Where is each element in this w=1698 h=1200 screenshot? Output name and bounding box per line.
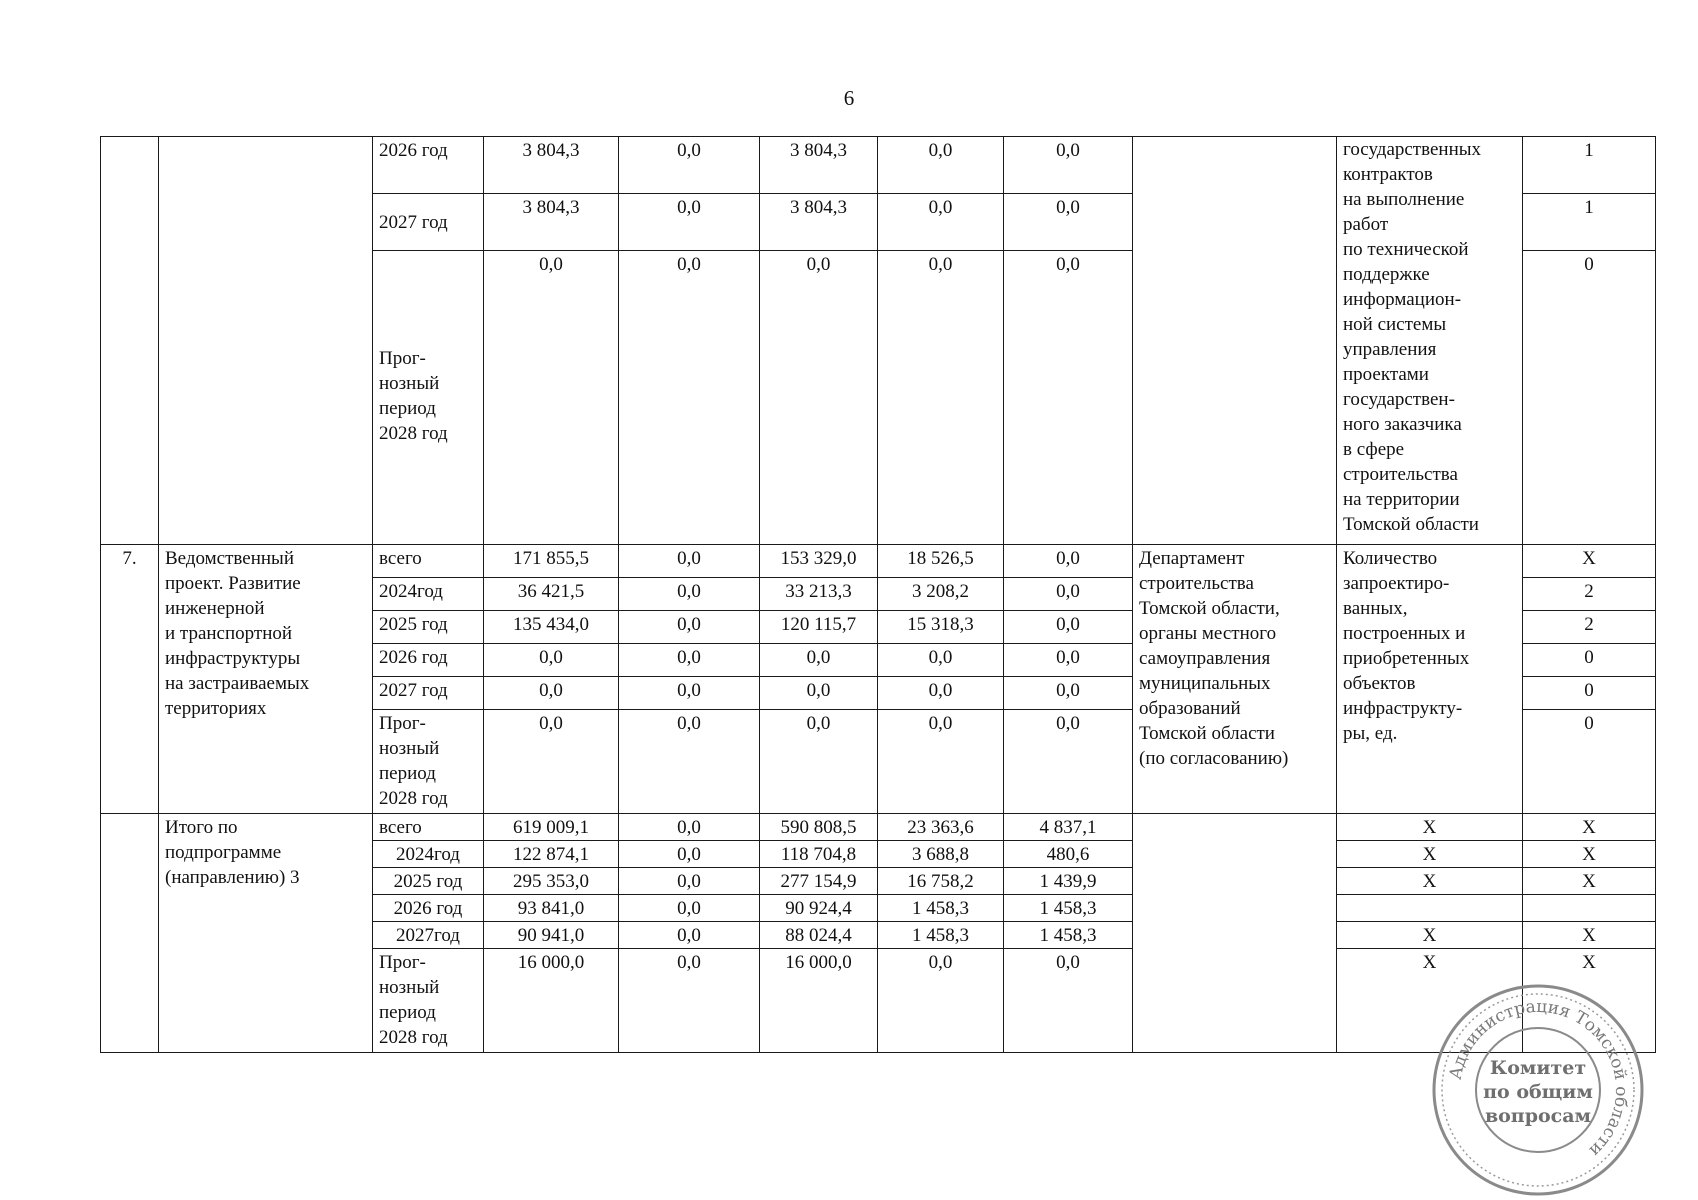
stamp-center-line: вопросам <box>1484 1105 1592 1127</box>
target-cell: 2 <box>1523 578 1656 611</box>
value-cell: 0,0 <box>878 251 1004 545</box>
value-cell: 93 841,0 <box>484 895 619 922</box>
indicator-cell: Х <box>1337 922 1523 949</box>
value-cell: 3 804,3 <box>484 194 619 251</box>
year-cell: 2024год <box>373 578 484 611</box>
value-cell: 16 758,2 <box>878 868 1004 895</box>
value-cell: 0,0 <box>619 644 760 677</box>
value-cell: 0,0 <box>1004 545 1133 578</box>
value-cell: 3 688,8 <box>878 841 1004 868</box>
value-cell: 1 439,9 <box>1004 868 1133 895</box>
value-cell: 0,0 <box>619 841 760 868</box>
year-cell: Прог- нозный период 2028 год <box>373 949 484 1053</box>
value-cell: 295 353,0 <box>484 868 619 895</box>
project-name-cell: Ведомственный проект. Развитие инженерной и транспортной инфраструктуры на застраиваемых территориях <box>159 545 373 814</box>
value-cell: 16 000,0 <box>484 949 619 1053</box>
value-cell: 0,0 <box>760 644 878 677</box>
table-body <box>101 137 1656 1053</box>
indicator-cell <box>1337 895 1523 922</box>
value-cell: 0,0 <box>1004 578 1133 611</box>
row-number-cell: 7. <box>101 545 159 814</box>
year-cell: 2025 год <box>373 611 484 644</box>
value-cell: 153 329,0 <box>760 545 878 578</box>
table-row <box>101 545 1656 578</box>
value-cell: 0,0 <box>619 677 760 710</box>
value-cell: 1 458,3 <box>878 895 1004 922</box>
value-cell: 0,0 <box>1004 710 1133 814</box>
value-cell: 0,0 <box>619 611 760 644</box>
value-cell: 0,0 <box>484 710 619 814</box>
value-cell: 0,0 <box>878 710 1004 814</box>
value-cell: 0,0 <box>619 578 760 611</box>
value-cell: 0,0 <box>760 710 878 814</box>
row-number-cell <box>101 814 159 1053</box>
executor-cell <box>1133 137 1337 545</box>
page-number: 6 <box>843 86 855 110</box>
value-cell: 90 941,0 <box>484 922 619 949</box>
table-row <box>101 814 1656 841</box>
value-cell: 0,0 <box>484 677 619 710</box>
value-cell: 135 434,0 <box>484 611 619 644</box>
value-cell: 120 115,7 <box>760 611 878 644</box>
value-cell: 0,0 <box>619 194 760 251</box>
year-cell: Прог- нозный период 2028 год <box>373 251 484 545</box>
year-cell: Прог- нозный период 2028 год <box>373 710 484 814</box>
value-cell: 0,0 <box>1004 137 1133 194</box>
committee-stamp <box>1428 980 1648 1200</box>
value-cell: 3 804,3 <box>760 194 878 251</box>
value-cell: 15 318,3 <box>878 611 1004 644</box>
stamp-center-line: по общим <box>1483 1081 1593 1103</box>
indicator-cell: Количество запроектиро- ванных, построенных и приобретенных объектов инфраструкту- ры, ед. <box>1337 545 1523 814</box>
value-cell: 0,0 <box>619 814 760 841</box>
value-cell: 0,0 <box>619 137 760 194</box>
target-cell: Х <box>1523 868 1656 895</box>
target-cell: 1 <box>1523 194 1656 251</box>
value-cell: 0,0 <box>760 251 878 545</box>
value-cell: 1 458,3 <box>1004 922 1133 949</box>
value-cell: 277 154,9 <box>760 868 878 895</box>
value-cell: 33 213,3 <box>760 578 878 611</box>
value-cell: 18 526,5 <box>878 545 1004 578</box>
total-name-cell: Итого по подпрограмме (направлению) 3 <box>159 814 373 1053</box>
target-cell: 0 <box>1523 251 1656 545</box>
target-cell: Х <box>1523 949 1656 1053</box>
value-cell: 3 804,3 <box>484 137 619 194</box>
value-cell: 0,0 <box>619 895 760 922</box>
year-cell: 2026 год <box>373 137 484 194</box>
target-cell: 2 <box>1523 611 1656 644</box>
year-cell: 2027год <box>373 922 484 949</box>
target-cell: Х <box>1523 814 1656 841</box>
value-cell: 0,0 <box>878 194 1004 251</box>
value-cell: 90 924,4 <box>760 895 878 922</box>
value-cell: 0,0 <box>619 545 760 578</box>
target-cell <box>1523 895 1656 922</box>
target-cell: 0 <box>1523 710 1656 814</box>
row-number-cell <box>101 137 159 545</box>
program-table <box>100 136 1656 1053</box>
year-cell: 2025 год <box>373 868 484 895</box>
value-cell: 16 000,0 <box>760 949 878 1053</box>
value-cell: 0,0 <box>878 644 1004 677</box>
year-cell: всего <box>373 545 484 578</box>
value-cell: 0,0 <box>619 922 760 949</box>
target-cell: 1 <box>1523 137 1656 194</box>
value-cell: 3 804,3 <box>760 137 878 194</box>
value-cell: 0,0 <box>484 644 619 677</box>
indicator-cell: Х <box>1337 841 1523 868</box>
value-cell: 0,0 <box>760 677 878 710</box>
executor-cell: Департамент строительства Томской области, органы местного самоуправления муниципальных образований Томской области (по согласованию) <box>1133 545 1337 814</box>
value-cell: 1 458,3 <box>878 922 1004 949</box>
executor-cell <box>1133 814 1337 1053</box>
value-cell: 0,0 <box>619 251 760 545</box>
value-cell: 0,0 <box>1004 251 1133 545</box>
table-row <box>101 137 1656 194</box>
name-cell <box>159 137 373 545</box>
value-cell: 0,0 <box>878 137 1004 194</box>
value-cell: 118 704,8 <box>760 841 878 868</box>
year-cell: 2027 год <box>373 194 484 251</box>
target-cell: Х <box>1523 841 1656 868</box>
stamp-center-line: Комитет <box>1489 1057 1587 1079</box>
value-cell: 0,0 <box>1004 949 1133 1053</box>
value-cell: 1 458,3 <box>1004 895 1133 922</box>
value-cell: 0,0 <box>619 868 760 895</box>
year-cell: 2026 год <box>373 895 484 922</box>
indicator-cell: Х <box>1337 949 1523 1053</box>
year-cell: 2024год <box>373 841 484 868</box>
year-cell: 2027 год <box>373 677 484 710</box>
value-cell: 171 855,5 <box>484 545 619 578</box>
target-cell: Х <box>1523 922 1656 949</box>
target-cell: 0 <box>1523 677 1656 710</box>
stamp-ring-textpath: Администрация Томской области <box>1445 996 1632 1161</box>
value-cell: 36 421,5 <box>484 578 619 611</box>
indicator-cell: Х <box>1337 814 1523 841</box>
value-cell: 3 208,2 <box>878 578 1004 611</box>
value-cell: 590 808,5 <box>760 814 878 841</box>
value-cell: 0,0 <box>484 251 619 545</box>
target-cell: Х <box>1523 545 1656 578</box>
year-cell: 2026 год <box>373 644 484 677</box>
value-cell: 0,0 <box>1004 611 1133 644</box>
value-cell: 0,0 <box>619 949 760 1053</box>
value-cell: 122 874,1 <box>484 841 619 868</box>
value-cell: 480,6 <box>1004 841 1133 868</box>
indicator-cell: Х <box>1337 868 1523 895</box>
target-cell: 0 <box>1523 644 1656 677</box>
value-cell: 88 024,4 <box>760 922 878 949</box>
value-cell: 0,0 <box>1004 644 1133 677</box>
value-cell: 0,0 <box>878 677 1004 710</box>
value-cell: 0,0 <box>619 710 760 814</box>
value-cell: 0,0 <box>1004 677 1133 710</box>
value-cell: 0,0 <box>878 949 1004 1053</box>
value-cell: 0,0 <box>1004 194 1133 251</box>
value-cell: 4 837,1 <box>1004 814 1133 841</box>
value-cell: 23 363,6 <box>878 814 1004 841</box>
year-cell: всего <box>373 814 484 841</box>
value-cell: 619 009,1 <box>484 814 619 841</box>
indicator-cell: государственных контрактов на выполнение работ по технической поддержке информацион- ной системы управления проектами государствен- ного заказчика в сфере строительства на территории Томской области <box>1337 137 1523 545</box>
